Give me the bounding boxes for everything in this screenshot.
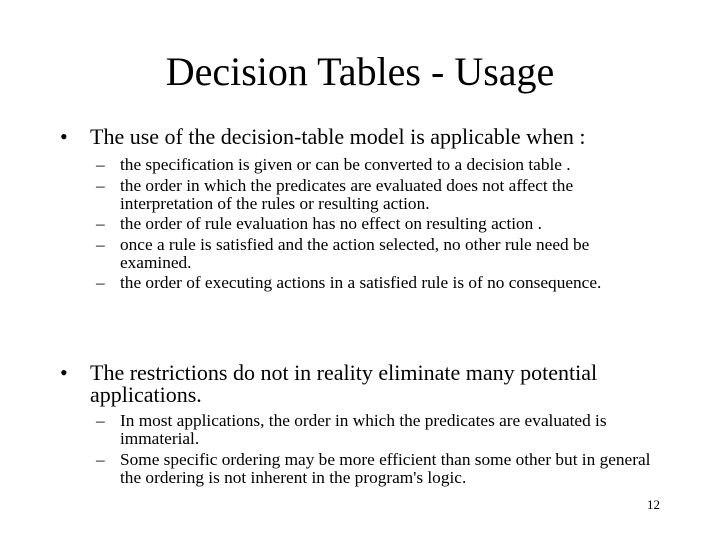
bullet-text: The use of the decision-table model is applicable when :: [90, 124, 586, 149]
sub-item: [60, 215, 660, 233]
sub-item-text: the order in which the predicates are evaluated does not affect the interpretation of the rules or resulting action.: [120, 175, 574, 213]
bullet-item: [60, 362, 660, 406]
bullet-block: [60, 126, 660, 295]
slide-title: Decision Tables - Usage: [165, 49, 555, 94]
sub-item: [60, 177, 660, 213]
dash-marker: –: [96, 449, 105, 469]
dash-marker: –: [96, 411, 105, 430]
bullet-item: [60, 126, 660, 148]
dash-marker: –: [96, 273, 105, 292]
sub-list: [60, 412, 660, 487]
bullet-marker: •: [60, 360, 68, 385]
sub-item-text: In most applications, the order in which the predicates are evaluated is immaterial.: [120, 411, 607, 448]
sub-item-text: the order of executing actions in a satisfied rule is of no consequence.: [120, 273, 602, 292]
sub-item: [60, 412, 660, 448]
page-number: 12: [647, 497, 660, 512]
sub-item: [60, 156, 660, 174]
sub-item-text: once a rule is satisfied and the action selected, no other rule need be examined.: [120, 234, 590, 272]
sub-item-text: the specification is given or can be converted to a decision table .: [120, 155, 571, 174]
bullet-text: The restrictions do not in reality eliminate many potential applications.: [90, 360, 598, 407]
sub-item-text: the order of rule evaluation has no effect on resulting action .: [120, 214, 542, 233]
dash-marker: –: [96, 234, 105, 254]
sub-item: [60, 451, 660, 487]
bullet-block: [60, 362, 660, 489]
sub-list: [60, 156, 660, 292]
bullet-marker: •: [60, 124, 68, 149]
sub-item: [60, 236, 660, 272]
dash-marker: –: [96, 155, 105, 174]
sub-item: [60, 274, 660, 292]
sub-item-text: Some specific ordering may be more efficient than some other but in general the ordering is not inherent in the program's logic.: [120, 449, 651, 487]
dash-marker: –: [96, 214, 105, 233]
dash-marker: –: [96, 175, 105, 195]
